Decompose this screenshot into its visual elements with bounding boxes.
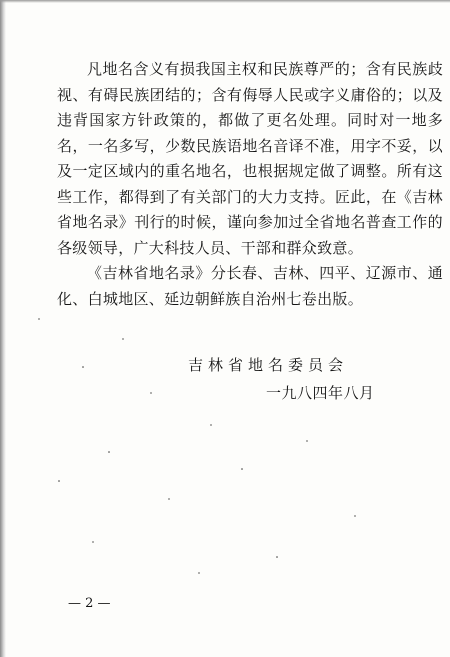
scan-speck: [354, 515, 356, 517]
paragraph-publication: 《吉林省地名录》分长春、吉林、四平、辽源市、通化、白城地区、延边朝鲜族自治州七卷出版。: [57, 264, 443, 308]
scan-speck: [92, 541, 94, 543]
scan-speck: [198, 572, 200, 574]
scan-speck: [108, 451, 110, 453]
paragraph-renaming: 凡地名含义有损我国主权和民族尊严的；含有民族歧视、有碍民族团结的；含有侮辱人民或字义庸俗的；以及违背国家方针政策的，都做了更名处理。同时对一地多名，一名多写，少数民族语地名音译不准，用字不妥，以及一定区域内的重名地名，也根据规定做了调整。所有这些工作，都得到了有关部门的大力支持。匠此，在《吉林省地名录》刊行的时候，谨向参加过全省地名普查工作的各级领导，广大科技人员、干部和群众致意。: [57, 60, 443, 257]
scan-speck: [38, 318, 40, 320]
scan-speck: [58, 480, 60, 482]
scan-shadow-left: [0, 0, 6, 657]
scan-speck: [276, 556, 278, 558]
signature-organization: 吉林省地名委员会: [188, 356, 349, 374]
document-body: [57, 57, 443, 312]
scan-speck: [306, 440, 308, 442]
scan-speck: [122, 338, 124, 340]
scan-speck: [150, 392, 152, 394]
scan-shadow-top: [0, 0, 450, 3]
scan-speck: [210, 424, 212, 426]
page-number: — 2 —: [68, 596, 111, 611]
scan-speck: [82, 366, 84, 368]
scan-speck: [168, 498, 170, 500]
scan-speck: [241, 468, 243, 470]
signature-date: 一九八四年八月: [266, 384, 375, 402]
